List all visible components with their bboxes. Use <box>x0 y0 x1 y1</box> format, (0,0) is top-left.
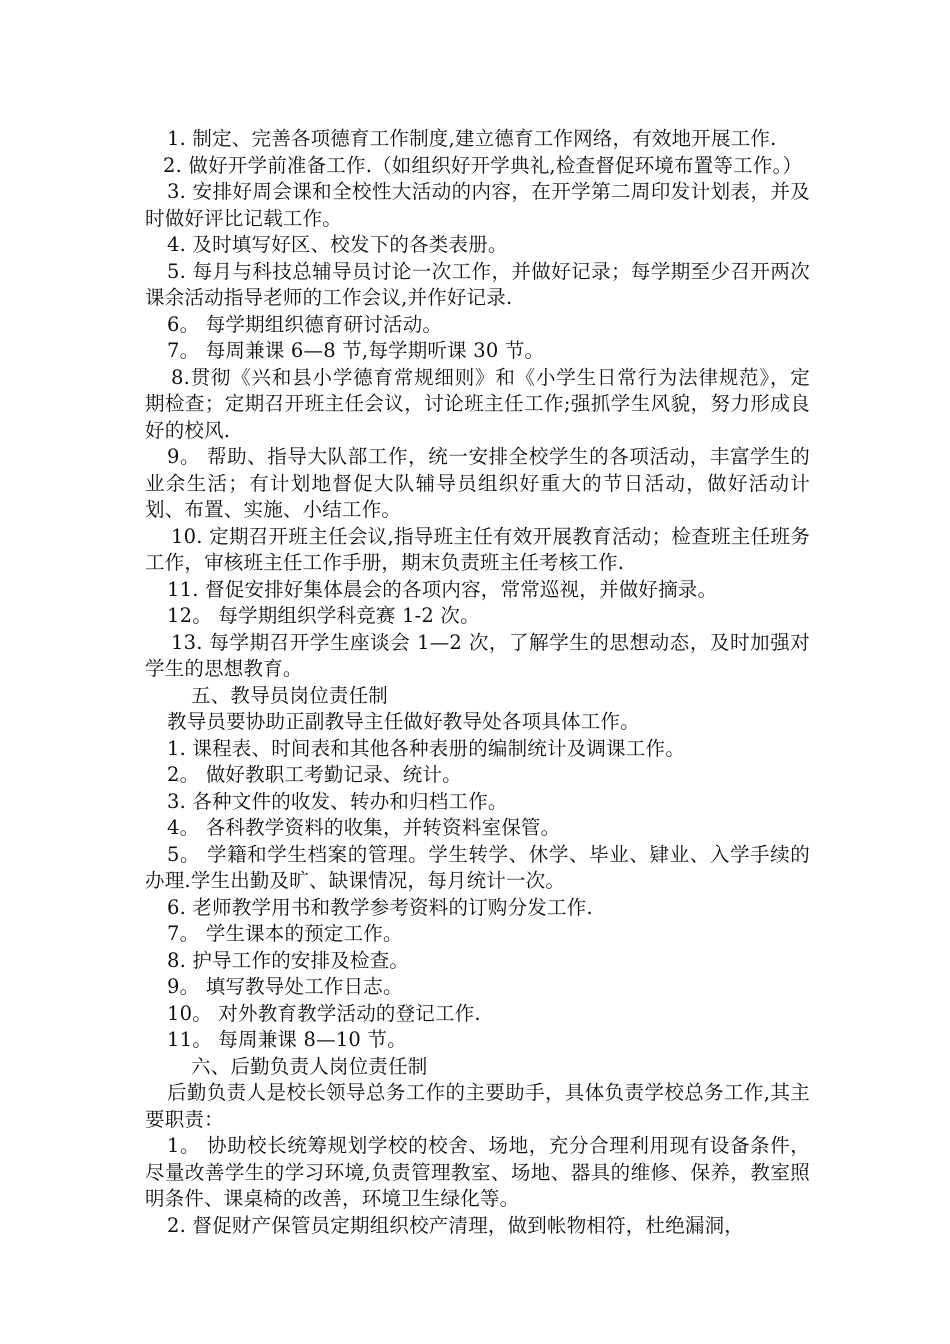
paragraph-teacher-2: 2。 做好教职工考勤记录、统计。 <box>167 763 462 786</box>
paragraph-teacher-8: 8. 护导工作的安排及检查。 <box>167 948 410 972</box>
paragraph-teacher-1: 1. 课程表、时间表和其他各种表册的编制统计及调课工作。 <box>167 736 685 760</box>
paragraph-moral-10: 10. 定期召开班主任会议,指导班主任有效开展教育活动；检查班主任班务工作，审核班主任工作手册，期末负责班主任考核工作. <box>145 524 810 574</box>
paragraph-moral-5: 5. 每月与科技总辅导员讨论一次工作，并做好记录；每学期至少召开两次课余活动指导老师的工作会议,并作好记录. <box>145 259 810 309</box>
paragraph-moral-6: 6。 每学期组织德育研讨活动。 <box>167 312 443 336</box>
paragraph-logistics-2: 2. 督促财产保管员定期组织校产清理，做到帐物相符，杜绝漏洞， <box>167 1213 745 1237</box>
paragraph-teacher-5: 5。 学籍和学生档案的管理。学生转学、休学、毕业、肄业、入学手续的办理.学生出勤及旷、缺课情况，每月统计一次。 <box>145 842 810 892</box>
paragraph-moral-2: 2. 做好开学前准备工作.（如组织好开学典礼,检查督促环境布置等工作。） <box>163 153 803 177</box>
paragraph-teacher-9: 9。 填写教导处工作日志。 <box>167 975 403 998</box>
paragraph-moral-11: 11. 督促安排好集体晨会的各项内容，常常巡视，并做好摘录。 <box>167 577 718 601</box>
paragraph-teacher-11: 11。 每周兼课 8—10 节。 <box>167 1028 407 1051</box>
paragraph-moral-7: 7。 每周兼课 6—8 节,每学期听课 30 节。 <box>167 339 545 362</box>
paragraph-teacher-6: 6. 老师教学用书和教学参考资料的订购分发工作. <box>167 895 593 919</box>
paragraph-logistics-intro: 后勤负责人是校长领导总务工作的主要助手，具体负责学校总务工作,其主要职责： <box>145 1081 810 1131</box>
paragraph-moral-13: 13. 每学期召开学生座谈会 1—2 次，了解学生的思想动态，及时加强对学生的思想教育。 <box>145 630 810 680</box>
document-body <box>145 126 810 1239</box>
paragraph-teacher-4: 4。 各科教学资料的收集，并转资料室保管。 <box>167 816 561 839</box>
paragraph-teacher-intro: 教导员要协助正副教导主任做好教导处各项具体工作。 <box>167 710 640 733</box>
paragraph-moral-1: 1. 制定、完善各项德育工作制度,建立德育工作网络，有效地开展工作. <box>167 127 777 150</box>
paragraph-moral-3: 3. 安排好周会课和全校性大活动的内容，在开学第二周印发计划表，并及时做好评比记载工作。 <box>145 180 810 230</box>
paragraph-moral-9: 9。 帮助、指导大队部工作，统一安排全校学生的各项活动，丰富学生的业余生活；有计划地督促大队辅导员组织好重大的节日活动，做好活动计划、布置、实施、小结工作。 <box>145 445 810 521</box>
paragraph-moral-4: 4. 及时填写好区、校发下的各类表册。 <box>167 233 508 256</box>
paragraph-moral-12: 12。 每学期组织学科竞赛 1-2 次。 <box>167 604 480 627</box>
paragraph-teacher-7: 7。 学生课本的预定工作。 <box>167 922 403 945</box>
paragraph-logistics-1: 1。 协助校长统筹规划学校的校舍、场地，充分合理利用现有设备条件，尽量改善学生的学习环境,负责管理教室、场地、器具的维修、保养，教室照明条件、课桌椅的改善，环境卫生绿化等。 <box>145 1134 810 1210</box>
paragraph-teacher-10: 10。 对外教育教学活动的登记工作. <box>167 1001 481 1025</box>
section-heading-5: 五、教导员岗位责任制 <box>191 683 389 707</box>
section-heading-6: 六、后勤负责人岗位责任制 <box>191 1054 428 1078</box>
paragraph-moral-8: 8.贯彻《兴和县小学德育常规细则》和《小学生日常行为法律规范》，定期检查；定期召开班主任会议，讨论班主任工作;强抓学生风貌，努力形成良好的校风. <box>145 365 810 442</box>
paragraph-teacher-3: 3. 各种文件的收发、转办和归档工作。 <box>167 789 508 813</box>
